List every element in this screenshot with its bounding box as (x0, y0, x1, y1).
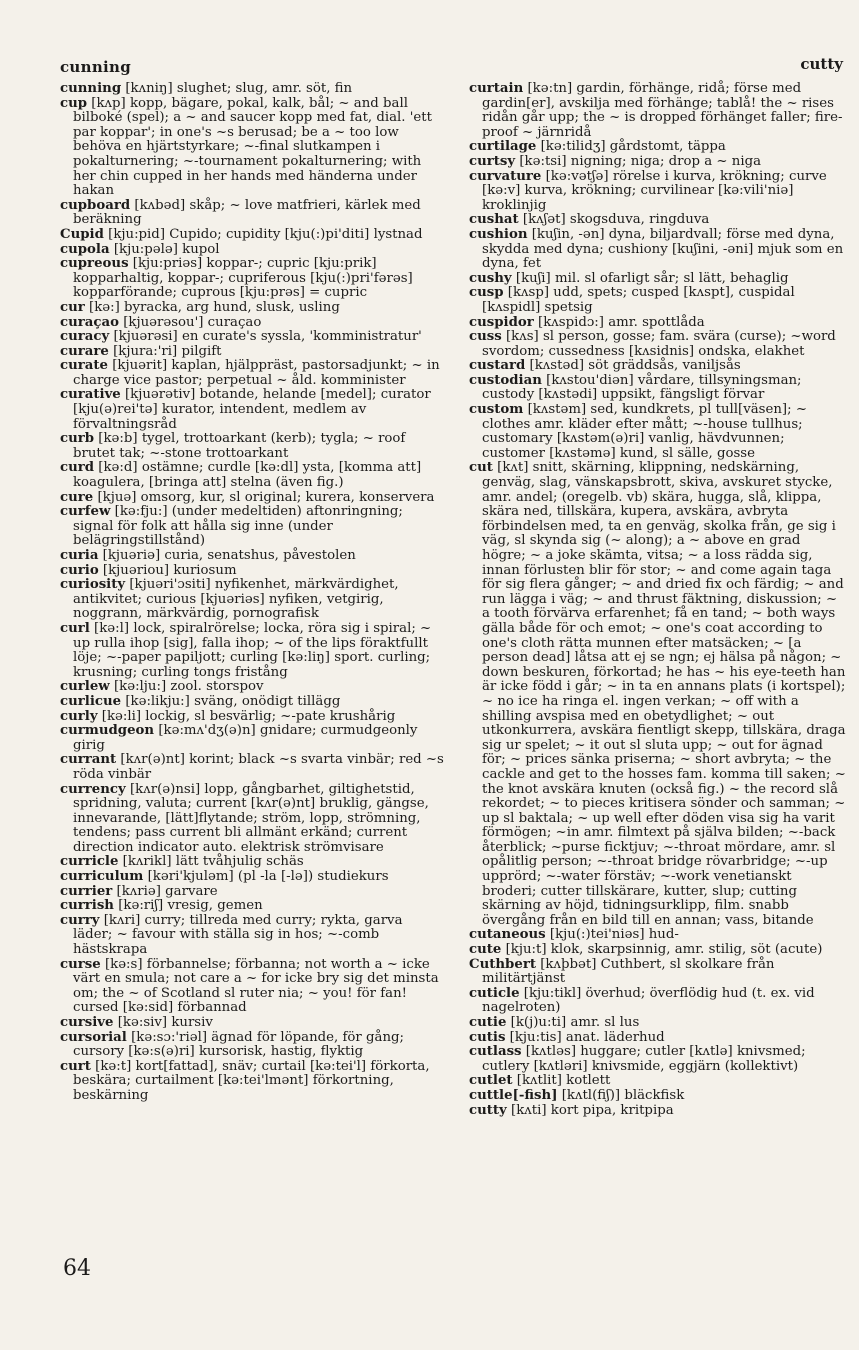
dictionary-entry: cup [kʌp] kopp, bägare, pokal, kalk, bål; ~ and ball bilboké (spel); a ~ and saucer kopp med fat, dial. 'ett par koppar'; in one's ~s berusad; be a ~ too low behöva en hjärtstyrkare; ~-final slutkampen i pokalturnering; ~-tournament pokalturnering; with her chin cupped in her hands med händerna under hakan (60, 95, 432, 199)
dictionary-entry: curb [kə:b] tygel, trottoarkant (kerb); tygla; ~ roof brutet tak; ~-stone trottoarkant (60, 431, 406, 461)
headword: curtilage (469, 139, 537, 155)
dictionary-entry: cur [kə:] byracka, arg hund, slusk, usling (60, 299, 340, 315)
dictionary-entry: cushat [kʌʃət] skogsduva, ringduva (469, 212, 710, 228)
headword: Cupid (60, 226, 104, 242)
headword: curia (60, 548, 99, 563)
headword: cute (469, 942, 502, 958)
dictionary-entry: cusp [kʌsp] udd, spets; cusped [kʌspt], cuspidal [kʌspidl] spetsig (469, 285, 795, 315)
headword: currier (60, 883, 113, 899)
headword: curriculum (60, 869, 144, 885)
page-number: 64 (63, 1256, 91, 1281)
headword: cure (60, 489, 94, 505)
guide-word-right: cutty (800, 55, 843, 73)
headword: cursorial (60, 1029, 127, 1045)
headword: cupboard (60, 197, 131, 213)
headword: curb (60, 431, 95, 447)
dictionary-entry: cut [kʌt] snitt, skärning, klippning, nedskärning, genväg, slag, vänskapsbrott, skiva, avskuret stycke, amr. andel; (oregelb. vb) skära, hugga, slå, klippa, skära ned, tillskära, kupera, avskära, avbryta förbindelsen med, ta en genväg, skolka från, ge sig i väg, sl skynda sig (~ along); a ~ above en grad högre; ~ a joke skämta, vitsa; ~ a loss rädda sig, innan förlusten blir för stor; ~ and come again taga för sig flera gånger; ~ and dried fix och färdig; ~ and run lägga i väg; ~ and thrust fäktning, diskussion; ~ a tooth förvärva erfarenhet; få en tand; ~ both ways gälla både för och emot; ~ one's coat according to one's cloth rätta munnen efter matsäcken; ~ [a person dead] låtsa att ej se ngn; ej hälsa på någon; ~ down beskuren, förkortad; he has ~ his eye-teeth han är icke född i går; ~ in ta en annans plats (i kortspel); ~ no ice ha ringa el. ingen verkan; ~ off with a shilling avspisa med en obetydlighet; ~ out utkonkurrera, avskära fientligt skepp, tillskära, draga sig ur spelet; ~ it out sl sluta upp; ~ out for ägnad för; ~ prices sänka priserna; ~ short avbryta; ~ the cackle and get to the hosses fam. komma till saken; ~ the knot avskära knuten (också fig.) ~ the record slå rekordet; ~ to pieces kritisera sönder och samman; ~ up sl baktala; ~ up well efter döden visa sig ha varit förmögen; ~in amr. filmtext på själva bilden; ~-back återblick; ~purse ficktjuv; ~-throat mördare, amr. sl opålitlig person; ~-throat bridge rövarbridge; ~-up upprörd; ~-water förstäv; ~-work venetianskt broderi; cutter tillskärare, kutter, slup; cutting skärning av höjd, tidningsurklipp, film. snabb övergång från en bild till en annan; vass, bitande (469, 460, 846, 928)
dictionary-entry: curly [kə:li] lockig, sl besvärlig; ~-pate krushårig (60, 708, 396, 724)
dictionary-entry: curacy [kjuərəsi] en curate's syssla, 'komministratur' (60, 329, 422, 345)
dictionary-entry: cure [kjuə] omsorg, kur, sl original; kurera, konservera (60, 489, 435, 505)
headword: curricle (60, 854, 119, 870)
headword: cushy (469, 270, 512, 286)
dictionary-entry: Cuthbert [kʌþbət] Cuthbert, sl skolkare från militärtjänst (469, 956, 775, 987)
dictionary-entry: curse [kə:s] förbannelse; förbanna; not worth a ~ icke värt en smula; not care a ~ for icke bry sig det minsta om; the ~ of Scotland sl ruter nia; ~ you! för fan! cursed [kə:sid] förbannad (60, 956, 439, 1016)
dictionary-entry: cutie [k(j)u:ti] amr. sl lus (469, 1015, 640, 1030)
dictionary-entry: curaçao [kjuərəsou'] curaçao (60, 314, 262, 330)
headword: curry (60, 912, 100, 928)
headword: cutlet (469, 1073, 513, 1089)
dictionary-entry: custodian [kʌstou'diən] vårdare, tillsyningsman; custody [kʌstədi] uppsikt, fängsligt förvar (469, 372, 802, 403)
dictionary-entry: curvature [kə:vətʃə] rörelse i kurva, krökning; curve [kə:v] kurva, krökning; curvilinear [kə:vili'niə] kroklinjig (469, 168, 827, 213)
headword: curmudgeon (60, 723, 155, 739)
headword: curfew (60, 504, 111, 520)
dictionary-entry: curry [kʌri] curry; tillreda med curry; rykta, garva läder; ~ favour with ställa sig in hos; ~-comb hästskrapa (60, 912, 403, 958)
headword: curd (60, 460, 95, 476)
dictionary-entry: cute [kju:t] klok, skarpsinnig, amr. stilig, söt (acute) (469, 942, 823, 958)
dictionary-entry: cutty [kʌti] kort pipa, kritpipa (469, 1102, 674, 1118)
headword: currency (60, 781, 126, 797)
headword: cuss (469, 329, 502, 345)
dictionary-entry: cupboard [kʌbəd] skåp; ~ love matfrieri, kärlek med beräkning (60, 197, 421, 228)
dictionary-entry: curlicue [kə:likju:] sväng, onödigt tillägg (60, 693, 341, 709)
headword: cur (60, 299, 85, 315)
dictionary-entry: cuttle[-fish] [kʌtl(fiʃ)] bläckfisk (469, 1087, 685, 1103)
headword: curt (60, 1058, 91, 1074)
dictionary-entry: curmudgeon [kə:mʌ'dʒ(ə)n] gnidare; curmudgeonly girig (60, 723, 418, 753)
headword: cuttle[-fish] (469, 1087, 558, 1103)
dictionary-entry: curriculum [kəri'kjuləm] (pl -la [-lə]) studiekurs (60, 869, 389, 885)
headword: cupreous (60, 256, 129, 272)
headword: curtsy (469, 153, 516, 169)
dictionary-entry: cupreous [kju:priəs] koppar-; cupric [kju:prik] kopparhaltig, koppar-; cupriferous [kju(:)pri'fərəs] kopparförande; cuprous [kju:prəs] = cupric (60, 256, 413, 301)
dictionary-entry: curt [kə:t] kort[fattad], snäv; curtail [kə:tei'l] förkorta, beskära; curtailment [kə:tei'lmənt] förkortning, beskärning (60, 1058, 430, 1103)
dictionary-entry: cunning [kʌniŋ] slughet; slug, amr. söt, fin (60, 81, 353, 96)
right-column (469, 82, 847, 1118)
headword: curative (60, 387, 121, 403)
dictionary-entry: curare [kjura:'ri] pilgift (60, 343, 222, 359)
headword: curvature (469, 168, 542, 184)
dictionary-entry: curlew [kə:lju:] zool. storspov (60, 679, 264, 695)
dictionary-entry: currant [kʌr(ə)nt] korint; black ~s svarta vinbär; red ~s röda vinbär (60, 752, 444, 782)
headword: curtain (469, 81, 524, 96)
dictionary-entry: cuss [kʌs] sl person, gosse; fam. svära (curse); ~word svordom; cussedness [kʌsidnis] ondska, elakhet (469, 329, 836, 359)
headword: curse (60, 956, 101, 972)
headword: curio (60, 562, 99, 578)
dictionary-entry: curtsy [kə:tsi] nigning; niga; drop a ~ niga (469, 153, 762, 169)
dictionary-entry: cuticle [kju:tikl] överhud; överflödig hud (t. ex. vid nagelroten) (469, 985, 815, 1016)
dictionary-entry: cutlet [kʌtlit] kotlett (469, 1073, 611, 1089)
headword: curlicue (60, 693, 122, 709)
headword: cutty (469, 1102, 507, 1118)
dictionary-entry: custom [kʌstəm] sed, kundkrets, pl tull[väsen]; ~ clothes amr. kläder efter mått; ~-house tullhus; customary [kʌstəm(ə)ri] vanlig, hävdvunnen; customer [kʌstəmə] kund, sl sälle, gosse (469, 402, 807, 461)
dictionary-entry: cutaneous [kju(:)tei'niəs] hud- (469, 927, 679, 943)
dictionary-entry: curfew [kə:fju:] (under medeltiden) aftonringning; signal för folk att hålla sig inne (under belägringstillstånd) (60, 504, 403, 549)
headword: currant (60, 752, 117, 768)
dictionary-entry: custard [kʌstəd] söt gräddsås, vaniljsås (469, 358, 741, 374)
dictionary-entry: cutis [kju:tis] anat. läderhud (469, 1029, 665, 1045)
dictionary-entry: curia [kjuəriə] curia, senatshus, påvestolen (60, 548, 356, 563)
headword: cushat (469, 212, 519, 228)
dictionary-entry: curricle [kʌrikl] lätt tvåhjulig schäs (60, 854, 304, 870)
headword: curaçao (60, 314, 119, 330)
dictionary-entry: curative [kjuərətiv] botande, helande [medel]; curator [kju(ə)rei'tə] kurator, intendent, medlem av förvaltningsråd (60, 387, 431, 432)
dictionary-entry: curiosity [kjuəri'ɔsiti] nyfikenhet, märkvärdighet, antikvitet; curious [kjuəriəs] nyfiken, vetgirig, noggrann, märkvärdig, pornografisk (60, 577, 399, 622)
headword: curacy (60, 329, 110, 345)
headword: curare (60, 343, 109, 359)
headword: cutie (469, 1015, 507, 1030)
dictionary-entry: curtilage [kə:tilidʒ] gårdstomt, täppa (469, 139, 726, 155)
headword: cunning (60, 81, 122, 96)
dictionary-entry: curate [kjuərit] kaplan, hjälppräst, pastorsadjunkt; ~ in charge vice pastor; perpetual ~ åld. komminister (60, 358, 440, 388)
headword: cutaneous (469, 927, 546, 943)
headword: curly (60, 708, 98, 724)
headword: cuticle (469, 985, 520, 1001)
headword: cuspidor (469, 314, 534, 330)
headword: cushion (469, 226, 528, 242)
dictionary-entry: cutlass [kʌtləs] huggare; cutler [kʌtlə] knivsmed; cutlery [kʌtləri] knivsmide, eggjärn (kollektivt) (469, 1044, 806, 1074)
headword: cusp (469, 285, 504, 301)
headword: custard (469, 358, 526, 374)
dictionary-entry: cursorial [kə:sɔ:'riəl] ägnad för löpande, för gång; cursory [kə:s(ə)ri] kursorisk, hastig, flyktig (60, 1029, 405, 1060)
dictionary-entry: currish [kə:riʃ] vresig, gemen (60, 898, 263, 914)
headword: cup (60, 95, 88, 111)
dictionary-entry: cupola [kju:pələ] kupol (60, 241, 220, 257)
dictionary-entry: curio [kjuəriou] kuriosum (60, 562, 237, 578)
headword: cutlass (469, 1044, 522, 1060)
headword: cupola (60, 241, 110, 257)
dictionary-entry: currency [kʌr(ə)nsi] lopp, gångbarhet, giltighetstid, spridning, valuta; current [kʌr(ə)nt] bruklig, gängse, innevarande, [lätt]flytande; ström, lopp, strömning, tendens; pass current bli allmänt erkänd; current direction indicator auto. elektrisk strömvisare (60, 781, 429, 855)
headword: custodian (469, 372, 542, 388)
dictionary-entry: cushy [kuʃi] mil. sl ofarligt sår; sl lätt, behaglig (469, 270, 789, 286)
dictionary-entry: cuspidor [kʌspidɔ:] amr. spottlåda (469, 314, 705, 330)
dictionary-entry: cushion [kuʃin, -ən] dyna, biljardvall; förse med dyna, skydda med dyna; cushiony [kuʃini, -əni] mjuk som en dyna, fet (469, 226, 844, 272)
headword: cursive (60, 1015, 114, 1030)
guide-word-left: cunning (60, 58, 132, 76)
headword: currish (60, 898, 114, 914)
headword: curiosity (60, 577, 126, 593)
headword: curate (60, 358, 108, 374)
headword: cut (469, 460, 493, 476)
headword: curl (60, 620, 90, 636)
left-column (60, 82, 446, 1104)
dictionary-entry: currier [kʌriə] garvare (60, 883, 218, 899)
dictionary-entry: Cupid [kju:pid] Cupido; cupidity [kju(:)pi'diti] lystnad (60, 226, 423, 242)
dictionary-entry: curd [kə:d] ostämne; curdle [kə:dl] ysta, [komma att] koagulera, [bringa att] stelna (även fig.) (60, 460, 422, 491)
headword: curlew (60, 679, 110, 695)
dictionary-entry: curl [kə:l] lock, spiralrörelse; locka, röra sig i spiral; ~ up rulla ihop [sig], falla ihop; ~ of the lips föraktfullt löje; ~-paper papiljott; curling [kə:liŋ] sport. curling; krusning; curling tongs fristång (60, 620, 432, 680)
headword: custom (469, 402, 524, 418)
dictionary-entry: curtain [kə:tn] gardin, förhänge, ridå; förse med gardin[er], avskilja med förhänge; tablå! the ~ rises ridån går upp; the ~ is dropped förhänget faller; fire-proof ~ järnridå (469, 81, 843, 140)
headword: Cuthbert (469, 956, 536, 972)
dictionary-entry: cursive [kə:siv] kursiv (60, 1015, 213, 1030)
headword: cutis (469, 1029, 506, 1045)
